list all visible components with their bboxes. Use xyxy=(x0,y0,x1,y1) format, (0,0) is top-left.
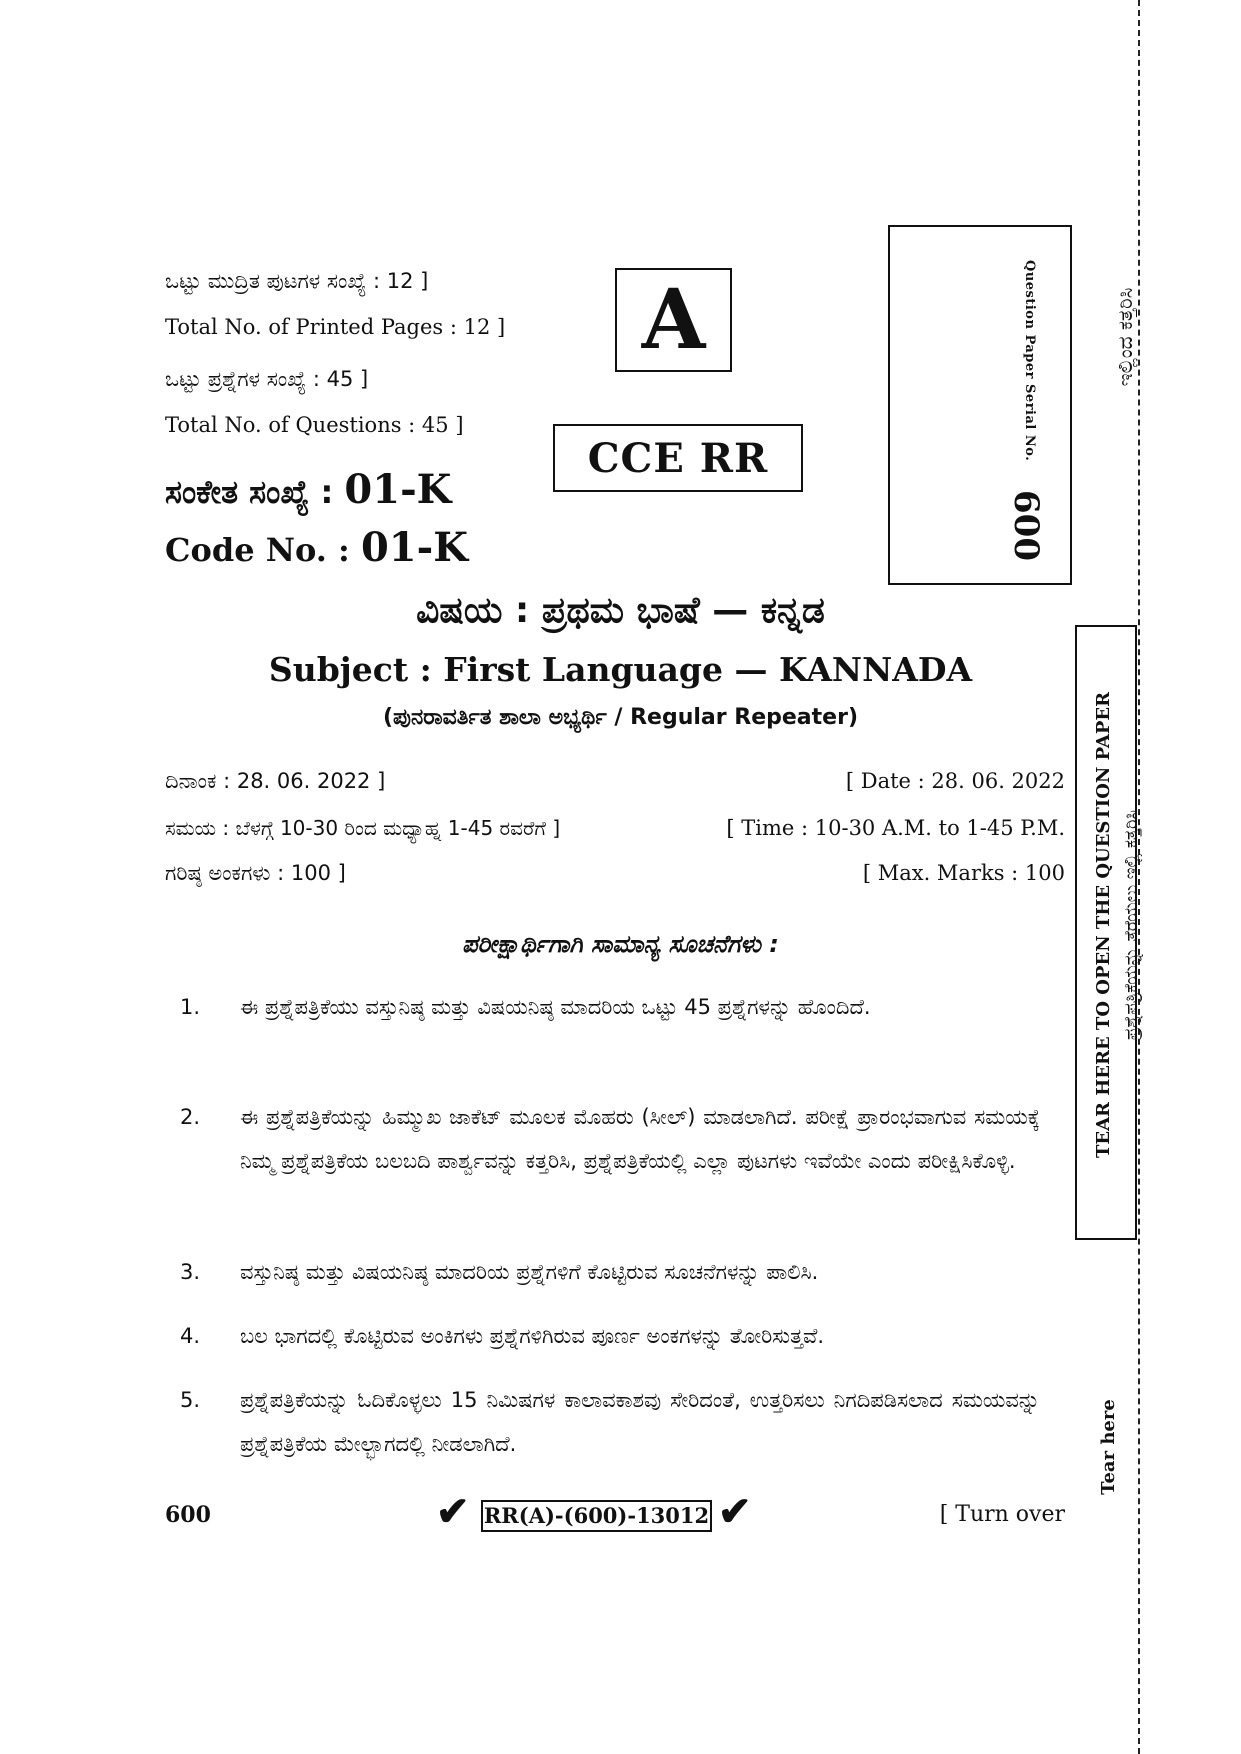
paper-code-box: RR(A)-(600)-13012 xyxy=(481,1500,712,1532)
instruction-item xyxy=(180,1250,1040,1294)
code-number-en xyxy=(165,524,468,571)
subject-title-en: Subject : First Language — KANNADA xyxy=(268,650,973,689)
date-kn: ದಿನಾಂಕ : 28. 06. 2022 ] xyxy=(165,769,386,793)
instruction-item xyxy=(180,1095,1040,1183)
instruction-item xyxy=(180,1378,1040,1466)
code-number-kn-label: ಸಂಕೇತ ಸಂಖ್ಯೆ : xyxy=(165,473,334,511)
instruction-text: ಈ ಪ್ರಶ್ನೆಪತ್ರಿಕೆಯನ್ನು ಹಿಮ್ಮುಖ ಜಾಕೆಟ್ ಮೂಲಕ ಮೊಹರು (ಸೀಲ್) ಮಾಡಲಾಗಿದೆ. ಪರೀಕ್ಷೆ ಪ್ರಾರಂಭವಾಗುವ ಸಮಯಕ್ಕೆ ನಿಮ್ಮ ಪ್ರಶ್ನೆಪತ್ರಿಕೆಯ ಬಲಬದಿ ಪಾರ್ಶ್ವವನ್ನು ಕತ್ತರಿಸಿ, ಪ್ರಶ್ನೆಪತ್ರಿಕೆಯಲ್ಲಿ ಎಲ್ಲಾ ಪುಟಗಳು ಇವೆಯೇ ಎಂದು ಪರೀಕ್ಷಿಸಿಕೊಳ್ಳಿ. xyxy=(240,1105,1040,1173)
time-en: [ Time : 10-30 A.M. to 1-45 P.M. xyxy=(726,816,1065,840)
code-number-kn-value: 01-K xyxy=(344,466,452,513)
printed-pages-en: Total No. of Printed Pages : 12 ] xyxy=(165,315,506,339)
instruction-number: 2. xyxy=(180,1105,201,1129)
version-badge: A xyxy=(615,268,732,372)
tear-instruction-kn: ಪ್ರಶ್ನೆಪತ್ರಿಕೆಯನ್ನು ತೆರೆಯಲು ಇಲ್ಲಿ ಕತ್ತರಿಸಿ xyxy=(1121,809,1142,1041)
instruction-number: 4. xyxy=(180,1324,201,1348)
max-marks-en: [ Max. Marks : 100 xyxy=(862,861,1065,885)
serial-number-value: 600 xyxy=(1006,490,1046,561)
code-number-en-value: 01-K xyxy=(360,524,468,571)
check-mark-right: ✔ xyxy=(718,1488,752,1535)
instruction-number: 5. xyxy=(180,1388,201,1412)
instruction-item xyxy=(180,985,1040,1029)
max-marks-kn: ಗರಿಷ್ಠ ಅಂಕಗಳು : 100 ] xyxy=(165,861,346,885)
instruction-text: ಪ್ರಶ್ನೆಪತ್ರಿಕೆಯನ್ನು ಓದಿಕೊಳ್ಳಲು 15 ನಿಮಿಷಗಳ ಕಾಲಾವಕಾಶವು ಸೇರಿದಂತೆ, ಉತ್ತರಿಸಲು ನಿಗದಿಪಡಿಸಲಾದ ಸಮಯವನ್ನು ಪ್ರಶ್ನೆಪತ್ರಿಕೆಯ ಮೇಲ್ಭಾಗದಲ್ಲಿ ನೀಡಲಾಗಿದೆ. xyxy=(240,1388,1040,1456)
subject-title-kn: ವಿಷಯ : ಪ್ರಥಮ ಭಾಷೆ — ಕನ್ನಡ xyxy=(416,590,825,631)
questions-count-en: Total No. of Questions : 45 ] xyxy=(165,413,464,437)
tear-instruction-en: TEAR HERE TO OPEN THE QUESTION PAPER xyxy=(1093,691,1114,1159)
code-number-kn xyxy=(165,466,451,513)
instruction-text: ಈ ಪ್ರಶ್ನೆಪತ್ರಿಕೆಯು ವಸ್ತುನಿಷ್ಠ ಮತ್ತು ವಿಷಯನಿಷ್ಠ ಮಾದರಿಯ ಒಟ್ಟು 45 ಪ್ರಶ್ನೆಗಳನ್ನು ಹೊಂದಿದೆ. xyxy=(240,995,871,1019)
time-kn: ಸಮಯ : ಬೆಳಗ್ಗೆ 10-30 ರಿಂದ ಮಧ್ಯಾಹ್ನ 1-45 ರವರೆಗೆ ] xyxy=(165,816,561,840)
date-en: [ Date : 28. 06. 2022 xyxy=(845,769,1065,793)
printed-pages-kn: ಒಟ್ಟು ಮುದ್ರಿತ ಪುಟಗಳ ಸಂಖ್ಯೆ : 12 ] xyxy=(165,269,429,293)
instructions-title: ಪರೀಕ್ಷಾರ್ಥಿಗಾಗಿ ಸಾಮಾನ್ಯ ಸೂಚನೆಗಳು : xyxy=(462,930,779,958)
tear-here-label: Tear here xyxy=(1098,1399,1119,1495)
questions-count-kn: ಒಟ್ಟು ಪ್ರಶ್ನೆಗಳ ಸಂಖ್ಯೆ : 45 ] xyxy=(165,367,369,391)
check-mark-left: ✔ xyxy=(436,1488,470,1535)
instruction-number: 1. xyxy=(180,995,201,1019)
exam-type-badge: CCE RR xyxy=(553,424,803,492)
page-footer-code: 600 xyxy=(165,1502,211,1528)
instruction-item xyxy=(180,1314,1040,1358)
candidate-category: (ಪುನರಾವರ್ತಿತ ಶಾಲಾ ಅಭ್ಯರ್ಥಿ / Regular Repeater) xyxy=(382,705,858,730)
instruction-text: ಬಲ ಭಾಗದಲ್ಲಿ ಕೊಟ್ಟಿರುವ ಅಂಕಿಗಳು ಪ್ರಶ್ನೆಗಳಿಗಿರುವ ಪೂರ್ಣ ಅಂಕಗಳನ್ನು ತೋರಿಸುತ್ತವೆ. xyxy=(240,1324,825,1348)
code-number-en-label: Code No. : xyxy=(165,531,350,569)
serial-number-label: Question Paper Serial No. xyxy=(1022,260,1037,462)
instruction-number: 3. xyxy=(180,1260,201,1284)
turn-over-label: [ Turn over xyxy=(939,1502,1065,1527)
cut-here-kn: ಇಲ್ಲಿಂದ ಕತ್ತರಿಸಿ xyxy=(1113,287,1137,387)
instruction-text: ವಸ್ತುನಿಷ್ಠ ಮತ್ತು ವಿಷಯನಿಷ್ಠ ಮಾದರಿಯ ಪ್ರಶ್ನೆಗಳಿಗೆ ಕೊಟ್ಟಿರುವ ಸೂಚನೆಗಳನ್ನು ಪಾಲಿಸಿ. xyxy=(240,1260,819,1284)
